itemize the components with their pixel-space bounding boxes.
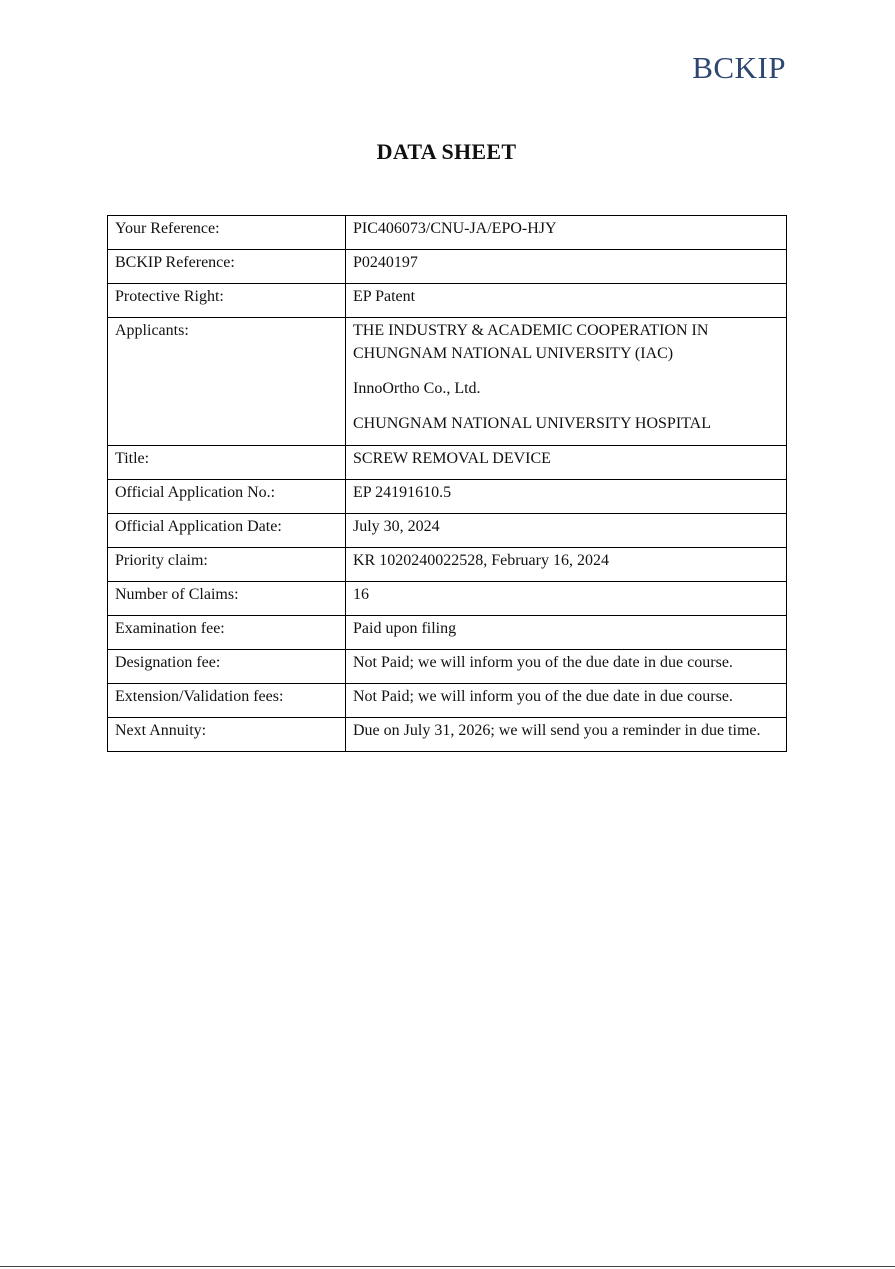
row-value-bckip-reference: P0240197	[346, 250, 787, 284]
table-row-number-of-claims	[108, 582, 787, 616]
applicant-3: CHUNGNAM NATIONAL UNIVERSITY HOSPITAL	[353, 415, 711, 432]
row-label-bckip-reference: BCKIP Reference:	[108, 250, 346, 284]
table-row-priority-claim	[108, 548, 787, 582]
row-value-designation-fee: Not Paid; we will inform you of the due date in due course.	[346, 650, 787, 684]
table-row-your-reference	[108, 216, 787, 250]
table-row-title	[108, 446, 787, 480]
row-label-designation-fee: Designation fee:	[108, 650, 346, 684]
footer-divider	[0, 1266, 895, 1267]
table-row-next-annuity	[108, 718, 787, 752]
table-row-protective-right	[108, 284, 787, 318]
row-label-priority-claim: Priority claim:	[108, 548, 346, 582]
row-value-next-annuity: Due on July 31, 2026; we will send you a reminder in due time.	[346, 718, 787, 752]
table-row-designation-fee	[108, 650, 787, 684]
row-label-applicants: Applicants:	[108, 318, 346, 446]
applicant-2: InnoOrtho Co., Ltd.	[353, 380, 481, 397]
row-value-title: SCREW REMOVAL DEVICE	[346, 446, 787, 480]
row-label-protective-right: Protective Right:	[108, 284, 346, 318]
row-label-your-reference: Your Reference:	[108, 216, 346, 250]
row-label-number-of-claims: Number of Claims:	[108, 582, 346, 616]
row-value-priority-claim: KR 1020240022528, February 16, 2024	[346, 548, 787, 582]
row-value-number-of-claims: 16	[346, 582, 787, 616]
table-row-applicants	[108, 318, 787, 446]
row-label-extension-validation-fees: Extension/Validation fees:	[108, 684, 346, 718]
row-value-official-application-date: July 30, 2024	[346, 514, 787, 548]
row-label-official-application-date: Official Application Date:	[108, 514, 346, 548]
row-label-official-application-no: Official Application No.:	[108, 480, 346, 514]
applicant-1: THE INDUSTRY & ACADEMIC COOPERATION IN CHUNGNAM NATIONAL UNIVERSITY (IAC)	[353, 322, 709, 362]
row-value-your-reference: PIC406073/CNU-JA/EPO-HJY	[346, 216, 787, 250]
table-row-bckip-reference	[108, 250, 787, 284]
page-title: DATA SHEET	[376, 139, 517, 164]
data-sheet-table	[107, 215, 787, 752]
row-value-protective-right: EP Patent	[346, 284, 787, 318]
row-label-title: Title:	[108, 446, 346, 480]
brand-logo-text: BCKIP	[692, 50, 786, 85]
row-value-examination-fee: Paid upon filing	[346, 616, 787, 650]
row-value-official-application-no: EP 24191610.5	[346, 480, 787, 514]
table-row-extension-validation-fees	[108, 684, 787, 718]
table-row-examination-fee	[108, 616, 787, 650]
row-value-applicants	[346, 318, 787, 446]
row-label-next-annuity: Next Annuity:	[108, 718, 346, 752]
table-row-official-application-date	[108, 514, 787, 548]
row-label-examination-fee: Examination fee:	[108, 616, 346, 650]
row-value-extension-validation-fees: Not Paid; we will inform you of the due date in due course.	[346, 684, 787, 718]
table-row-official-application-no	[108, 480, 787, 514]
